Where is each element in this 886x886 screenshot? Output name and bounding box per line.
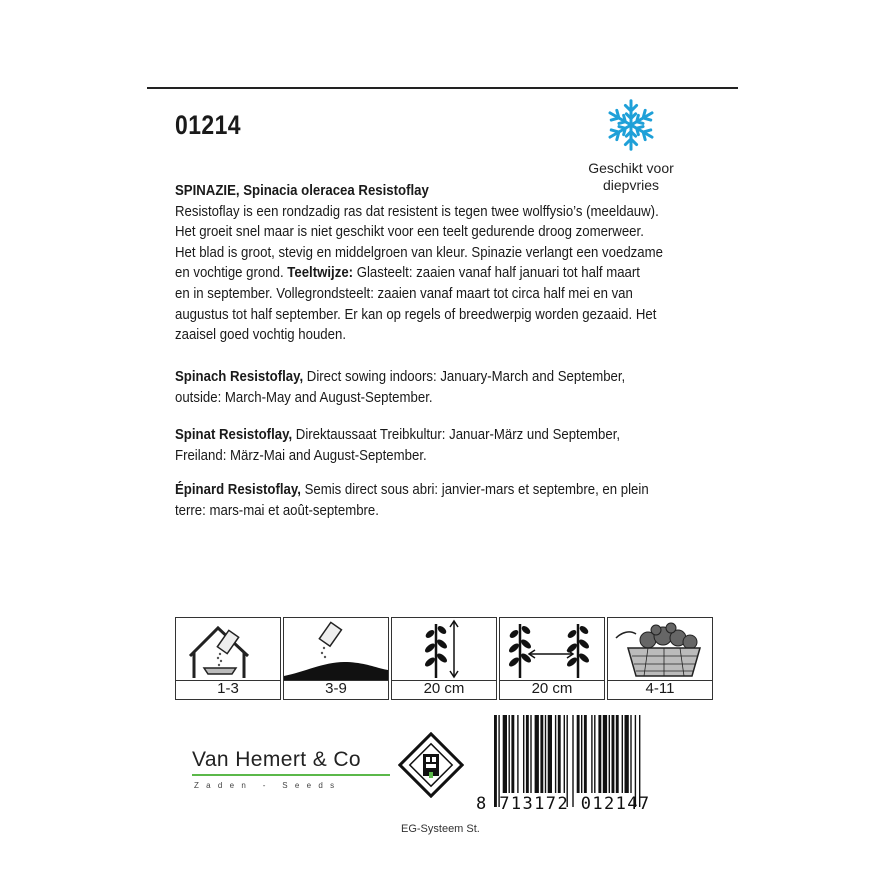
brand-tagline: Zaden - Seeds <box>194 781 342 790</box>
english-description: Spinach Resistoflay, Direct sowing indoors: January-March and September, outside: March-May and August-September. <box>175 368 626 406</box>
plant-height-value: 20 cm <box>391 679 497 700</box>
plant-spacing-value: 20 cm <box>499 679 605 700</box>
indoor-sowing-icon <box>175 617 281 681</box>
french-description: Épinard Resistoflay, Semis direct sous abri: janvier-mars et septembre, en plein terre: mars-mai et août-septembre. <box>175 481 649 519</box>
dutch-title: SPINAZIE, Spinacia oleracea Resistoflay <box>175 182 429 199</box>
barcode-number: 8 713172 012147 <box>476 794 651 814</box>
product-code: 01214 <box>175 110 241 140</box>
harvest-basket-icon <box>607 617 713 681</box>
snowflake-icon <box>603 97 659 153</box>
german-title: Spinat Resistoflay, <box>175 426 293 443</box>
outdoor-sowing-months: 3-9 <box>283 679 389 700</box>
english-title: Spinach Resistoflay, <box>175 368 304 385</box>
dutch-description: SPINAZIE, Spinacia oleracea Resistoflay Resistoflay is een rondzadig ras dat resistent is tegen twee wolffysio’s (meeldauw). Het groeit snel maar is niet geschikt voor een teelt gedurende droog zomerweer. Het blad is groot, stevig en middelgroen van kleur. Spinazie verlangt een voedzame en vochtige grond. Teeltwijze: Glasteelt: zaaien vanaf half januari tot half maart en in september. Vollegrondsteelt: zaaien vanaf maart tot circa half mei en van augustus tot half september. Er kan op regels of breedwerpig worden gezaaid. Het zaaisel goed vochtig houden. <box>175 182 663 344</box>
brand-underline <box>192 774 390 776</box>
top-rule <box>147 87 738 89</box>
harvest-months: 4-11 <box>607 679 713 700</box>
certification-label: EG-Systeem St. <box>401 823 480 835</box>
plant-spacing-icon <box>499 617 605 681</box>
freezer-suitable-label: Geschikt voor diepvries <box>588 160 674 193</box>
french-title: Épinard Resistoflay, <box>175 481 301 498</box>
brand-emblem-logo <box>398 732 464 798</box>
brand-name: Van Hemert & Co <box>192 748 362 771</box>
german-description: Spinat Resistoflay, Direktaussaat Treibkultur: Januar-März und September, Freiland: März-Mai and August-September. <box>175 426 621 464</box>
outdoor-sowing-icon <box>283 617 389 681</box>
indoor-sowing-months: 1-3 <box>175 679 281 700</box>
plant-height-icon <box>391 617 497 681</box>
